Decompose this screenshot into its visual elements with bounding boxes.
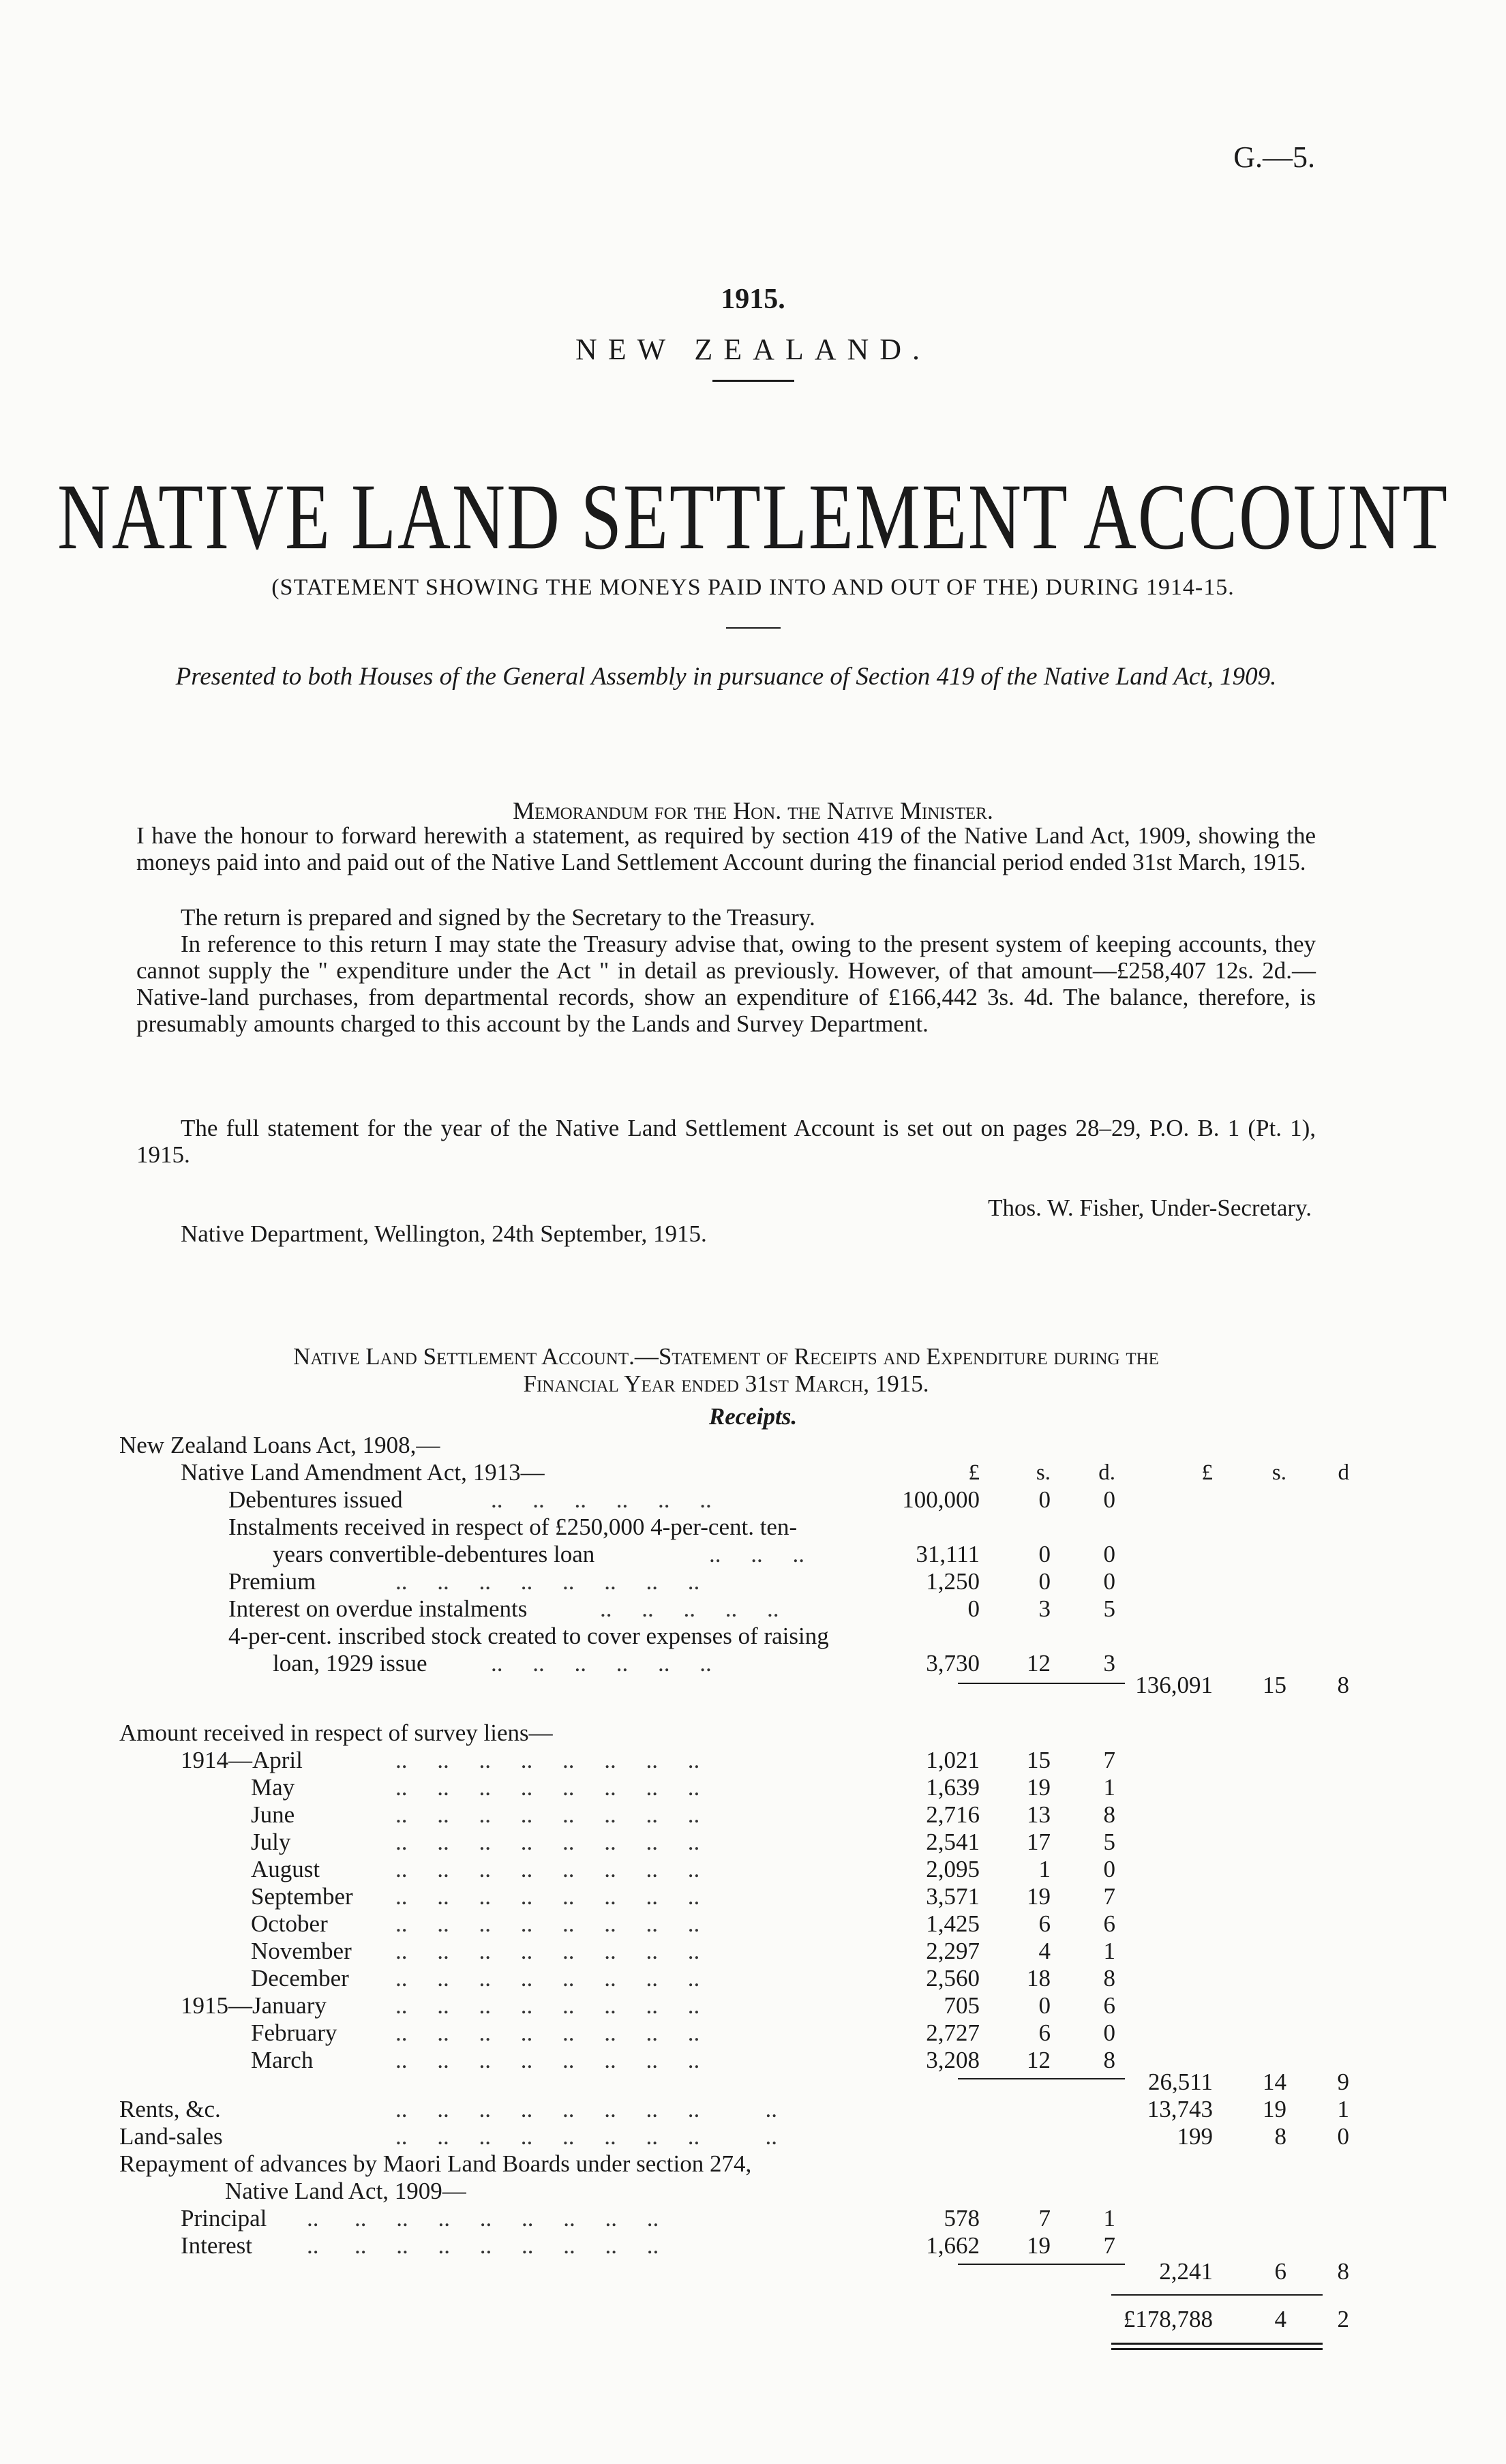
leader-dots: .. .. .. .. .. .. .. .. [395,1747,700,1773]
row-label: Premium [228,1568,316,1595]
amount-pounds: 1,021 [926,1747,980,1773]
row-label: loan, 1929 issue [273,1650,427,1677]
amount-shillings: 6 [1038,2019,1051,2046]
memorandum-paragraph: The full statement for the year of the Native Land Settlement Account is set out on pages 28–29, P.O. B. 1 (Pt. 1), 1915. [136,1115,1316,1168]
amount-pounds: 1,250 [926,1568,980,1595]
table-row [0,2019,1506,2047]
amount-shillings: 0 [1038,1486,1051,1513]
amount-pounds: 3,208 [926,2047,980,2073]
row-label: August [251,1856,320,1882]
section-heading [0,1719,1506,1747]
row-label: years convertible-debentures loan [273,1541,595,1567]
table-row [0,1883,1506,1910]
amount-shillings: 1 [1038,1856,1051,1882]
amount-pounds: 3,571 [926,1883,980,1910]
table-row [0,1910,1506,1938]
leader-dots: .. .. .. .. .. .. .. .. [395,1992,700,2019]
table-row [0,1856,1506,1883]
grand-total-pence: 2 [1337,2306,1349,2332]
table-row [0,1938,1506,1965]
row-label: Interest on overdue instalments [228,1595,528,1622]
row-label: May [251,1774,295,1801]
row-label: February [251,2019,337,2046]
amount-shillings: 7 [1038,2205,1051,2232]
amount-pence: 1 [1103,1938,1115,1964]
row-label: Native Land Amendment Act, 1913— [181,1459,545,1486]
leader-dots: .. .. .. .. .. .. .. .. [395,2019,700,2046]
amount-pounds: 2,095 [926,1856,980,1882]
amount-pounds: 1,639 [926,1774,980,1801]
subtotal-shillings: 15 [1263,1672,1286,1698]
document-reference: G.—5. [1233,140,1315,174]
total-rule [1111,2294,1323,2296]
table-row [0,1541,1506,1568]
amount-pounds: 13,743 [1147,2096,1213,2122]
amount-pence: 0 [1103,1568,1115,1595]
row-label: Native Land Act, 1909— [225,2178,466,2204]
amount-pence: 5 [1103,1829,1115,1855]
row-label: July [251,1829,291,1855]
leader-dots: .. .. .. .. .. .. .. .. [395,1856,700,1882]
col-header-shillings: s. [1036,1460,1051,1485]
statement-title-line: Financial Year ended 31st March, 1915. [523,1370,929,1397]
grand-total-shillings: 4 [1274,2306,1286,2332]
amount-pence: 0 [1103,1486,1115,1513]
table-row [0,1595,1506,1623]
row-label: Principal [181,2205,267,2232]
amount-shillings: 8 [1274,2123,1286,2150]
subtotal-pence: 8 [1337,2258,1349,2285]
table-row [0,1486,1506,1514]
leader-dots: .. .. .. .. .. .. [491,1650,712,1677]
leader-dots: .. .. .. .. .. [600,1595,779,1622]
amount-pounds: 1,662 [926,2232,980,2259]
amount-pence: 0 [1103,1541,1115,1567]
amount-pounds: 3,730 [926,1650,980,1677]
row-label: Repayment of advances by Maori Land Boards under section 274, [119,2150,752,2177]
amount-shillings: 15 [1027,1747,1051,1773]
document-year: 1915. [721,284,785,315]
amount-pounds: 199 [1177,2123,1213,2150]
amount-shillings: 17 [1027,1829,1051,1855]
double-rule-top [1111,2343,1323,2345]
receipts-heading: Receipts. [708,1403,798,1430]
subtotal-shillings: 6 [1274,2258,1286,2285]
row-label: Instalments received in respect of £250,000 4-per-cent. ten- [228,1514,798,1540]
amount-shillings: 6 [1038,1910,1051,1937]
col-header-pence: d. [1098,1460,1115,1485]
table-row [0,1774,1506,1801]
section-subheading [0,1459,1506,1486]
memorandum-paragraph: The return is prepared and signed by the Secretary to the Treasury. [181,904,815,931]
grand-total-pounds: £178,788 [1123,2306,1213,2332]
table-row [0,2096,1506,2123]
subtotal-pence: 8 [1337,1672,1349,1698]
leader-dots: .. .. .. .. .. .. .. .. .. [307,2205,659,2232]
row-label: 1914—April [181,1747,303,1773]
leader-dots: .. .. .. .. .. .. .. .. [395,1801,700,1828]
leader-dots: .. .. .. [709,1541,804,1567]
subtotal-pounds: 2,241 [1159,2258,1213,2285]
col-header-pounds: £ [968,1460,980,1485]
row-label: Interest [181,2232,252,2259]
amount-pence: 3 [1103,1650,1115,1677]
page-subtitle: (STATEMENT SHOWING THE MONEYS PAID INTO AND OUT OF THE) DURING 1914-15. [271,575,1235,600]
row-label: November [251,1938,352,1964]
section-heading [0,2150,1506,2178]
leader-dots: .. .. .. .. .. .. .. .. [395,1568,700,1595]
amount-pence: 0 [1103,1856,1115,1882]
leader-dots: .. .. .. .. .. .. .. .. [395,1774,700,1801]
amount-pence: 5 [1103,1595,1115,1622]
amount-pounds: 705 [944,1992,980,2019]
page-title: NATIVE LAND SETTLEMENT ACCOUNT [57,465,1449,569]
row-label: New Zealand Loans Act, 1908,— [119,1432,440,1458]
section-heading [0,1432,1506,1459]
amount-shillings: 13 [1027,1801,1051,1828]
memorandum-paragraph: I have the honour to forward herewith a statement, as required by section 419 of the Native Land Act, 1909, showing the moneys paid into and paid out of the Native Land Settlement Account during the financial period ended 31st March, 1915. [136,822,1316,875]
subtotal-row [0,2069,1506,2096]
leader-dots: .. .. .. .. .. .. .. .. [395,1910,700,1937]
statement-title [136,1343,1316,1398]
divider [726,627,781,629]
amount-pounds: 578 [944,2205,980,2232]
amount-pounds: 0 [967,1595,980,1622]
subtotal-shillings: 14 [1263,2069,1286,2095]
dateline: Native Department, Wellington, 24th September, 1915. [181,1220,707,1247]
leader-dots: .. .. .. .. .. .. .. .. .. [307,2232,659,2259]
amount-pounds: 2,297 [926,1938,980,1964]
row-label: Debentures issued [228,1486,403,1513]
leader-dots: .. .. .. .. .. .. .. .. [395,1965,700,1992]
amount-pence: 0 [1103,2019,1115,2046]
col-header-pounds: £ [1201,1460,1213,1485]
amount-pence: 0 [1337,2123,1349,2150]
country-heading: NEW ZEALAND. [575,333,931,366]
amount-shillings: 12 [1027,1650,1051,1677]
amount-pounds: 2,727 [926,2019,980,2046]
leader-dots: .. .. .. .. .. .. .. .. .. [395,2096,777,2122]
row-label: September [251,1883,353,1910]
amount-shillings: 19 [1027,2232,1051,2259]
divider [712,380,794,382]
leader-dots: .. .. .. .. .. .. .. .. .. [395,2123,777,2150]
leader-dots: .. .. .. .. .. .. .. .. [395,2047,700,2073]
row-label: October [251,1910,328,1937]
table-row [0,1829,1506,1856]
row-label: 1915—January [181,1992,327,2019]
leader-dots: .. .. .. .. .. .. [491,1486,712,1513]
memorandum-paragraph: In reference to this return I may state the Treasury advise that, owing to the present system of keeping accounts, they cannot supply the " expenditure under the Act " in detail as previously. However, of that amount—£258,407 12s. 2d.—Native-land purchases, from departmental records, show an expenditure of £166,442 3s. 4d. The balance, therefore, is presumably amounts charged to this account by the Lands and Survey Department. [136,931,1316,1037]
amount-shillings: 3 [1038,1595,1051,1622]
table-row [0,2232,1506,2259]
presentation-note: Presented to both Houses of the General Assembly in pursuance of Section 419 of the Native Land Act, 1909. [175,663,1277,691]
amount-pounds: 2,541 [926,1829,980,1855]
amount-shillings: 12 [1027,2047,1051,2073]
table-row [0,1568,1506,1595]
table-row [0,2123,1506,2150]
table-row [0,1623,1506,1650]
amount-pence: 8 [1103,1801,1115,1828]
leader-dots: .. .. .. .. .. .. .. .. [395,1938,700,1964]
table-row [0,1514,1506,1541]
row-label: 4-per-cent. inscribed stock created to cover expenses of raising [228,1623,829,1649]
signature: Thos. W. Fisher, Under-Secretary. [988,1195,1312,1221]
amount-pence: 8 [1103,1965,1115,1992]
subtotal-row [0,2258,1506,2285]
amount-shillings: 0 [1038,1992,1051,2019]
amount-pence: 8 [1103,2047,1115,2073]
amount-shillings: 19 [1027,1883,1051,1910]
statement-title-line: Native Land Settlement Account.—Statement of Receipts and Expenditure during the [293,1343,1159,1370]
section-subheading [0,2178,1506,2205]
amount-pence: 1 [1103,2205,1115,2232]
amount-pounds: 100,000 [902,1486,980,1513]
table-row [0,1747,1506,1774]
subtotal-pounds: 136,091 [1135,1672,1213,1698]
table-row [0,1801,1506,1829]
row-label: December [251,1965,349,1992]
amount-pence: 6 [1103,1992,1115,2019]
amount-shillings: 19 [1263,2096,1286,2122]
col-header-pence: d [1338,1460,1349,1485]
grand-total-row [0,2306,1506,2333]
row-label: June [251,1801,295,1828]
amount-shillings: 18 [1027,1965,1051,1992]
memorandum-heading: Memorandum for the Hon. the Native Minister. [513,797,993,824]
amount-shillings: 0 [1038,1541,1051,1567]
col-header-shillings: s. [1271,1460,1286,1485]
row-label: Amount received in respect of survey liens— [119,1719,553,1746]
row-label: Rents, &c. [119,2096,221,2122]
subtotal-pounds: 26,511 [1148,2069,1213,2095]
amount-pence: 1 [1337,2096,1349,2122]
amount-pence: 6 [1103,1910,1115,1937]
amount-pence: 7 [1103,1747,1115,1773]
amount-pounds: 2,560 [926,1965,980,1992]
table-row [0,2205,1506,2232]
leader-dots: .. .. .. .. .. .. .. .. [395,1829,700,1855]
amount-shillings: 4 [1038,1938,1051,1964]
table-row [0,1965,1506,1992]
amount-pence: 1 [1103,1774,1115,1801]
amount-pounds: 31,111 [916,1541,980,1567]
amount-shillings: 0 [1038,1568,1051,1595]
amount-pence: 7 [1103,2232,1115,2259]
row-label: March [251,2047,314,2073]
subtotal-row [0,1672,1506,1699]
amount-pounds: 1,425 [926,1910,980,1937]
amount-pence: 7 [1103,1883,1115,1910]
table-row [0,1992,1506,2019]
row-label: Land-sales [119,2123,223,2150]
subtotal-pence: 9 [1337,2069,1349,2095]
double-rule-bottom [1111,2348,1323,2350]
leader-dots: .. .. .. .. .. .. .. .. [395,1883,700,1910]
amount-shillings: 19 [1027,1774,1051,1801]
amount-pounds: 2,716 [926,1801,980,1828]
